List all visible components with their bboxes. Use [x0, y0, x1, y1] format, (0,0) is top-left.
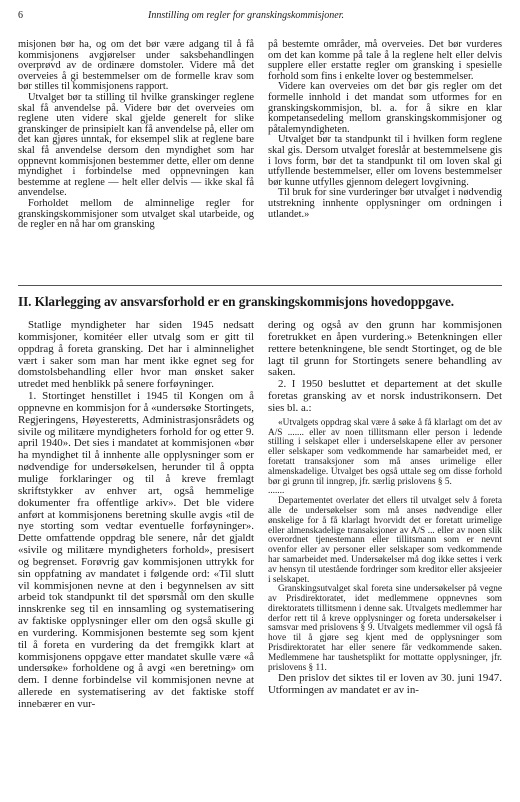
paragraph: Utvalget bør ta stilling til hvilke granskinger reglene skal få anvendelse på. Videre bør det overveies om reglene uten videre skal gjelde generelt for slike granskinger de prinsipielt kan få anvendelse på, eller om det kan gjøres unntak, for eksempel slik at reglene bare skal få anvendelse dersom den myndighet som har oppnevnt kommisjonen bestemmer dette, eller om denne myndighet i forbindelse med oppnevningen kan bestemme at reglene — helt eller delvis — ikke skal få anvendelse.	[18, 91, 254, 199]
top-left-column	[18, 40, 254, 231]
section-divider	[18, 285, 502, 286]
paragraph: på bestemte områder, må overveies. Det bør vurderes om det kan komme på tale å la reglene helt eller delvis supplere eller erstatte regler om gransking i spesielle forhold som fins i enkelte lover og bestemmelser.	[268, 39, 502, 82]
paragraph: Forholdet mellom de alminnelige regler for granskingskommisjoner som utvalget skal utarbeide, og de regler en nå har om gransking	[18, 197, 254, 231]
running-title: Innstilling om regler for granskingskommisjoner.	[148, 10, 345, 21]
paragraph: 2. I 1950 besluttet et departement at det skulle foretas gransking av et norsk industrikonsern. Det sies bl. a.:	[268, 378, 502, 414]
paragraph: Den prislov det siktes til er loven av 30. juni 1947. Utformingen av mandatet er av in-	[268, 672, 502, 697]
paragraph: Til bruk for sine vurderinger bør utvalget i nødvendig utstrekning innhente opplysninger om ordningen i utlandet.»	[268, 187, 502, 220]
page-header	[18, 10, 502, 24]
paragraph: 1. Stortinget henstillet i 1945 til Kongen om å oppnevne en kommisjon for å «undersøke Stortingets, Regjeringens, Høyesteretts, Administrasjonsrådets og sivile og militære myndigheters forhold for og etter 9. april 1940». Det sies i mandatet at kommisjonen «bør ha myndighet til å innhente alle opplysninger som er nødvendige for undersøkelsen, herunder til å opptа mulige forklaringer og til å kreve fremlagt skriftstykker av enhver art, også hemmelige dokumenter fra offentlige arkiv». Det ble videre anført at kommisjonens beretning skulle avgis «til de nye storting som vedtar eventuelle forføyninger». Dette omfattende oppdrag ble senere, når det gjaldt «sivile og militære myndigheters forhold», presisert og begrenset. Forøvrig gav kommisjonen uttrykk for sin oppfatning av mandatet i følgende ord: «Til slutt vil kommisjonen nevne at den i begynnelsen av sitt arbeid tok standpunkt til det spørsmål om den skulle innskrenke seg til en innsamling og systematisering av faktiske opplysninger eller om den også skulle gi en vurdering. Kommisjonen bestemte seg som kjent til å foreta en vurdering da det fremgikk klart at kommisjonens oppgave etter mandatet skulle være «å undersøke» forholdene og å avgi «en beretning» om dem. I denne forbindelse vil kommisjonen nevne at allerede en systematisering av det faktiske stoff innebærer en vur-	[18, 390, 254, 710]
paragraph: misjonen bør ha, og om det bør være adgang til å få kommisjonens avgjørelser under saksbehandlingen overprøvd av de ordinære domstoler. Videre må det overveies å gi bestemmelser om de formelle krav som bør stilles til kommisjonens rapport.	[18, 39, 254, 93]
bottom-right-column	[268, 320, 502, 697]
paragraph: Utvalget bør ta standpunkt til i hvilken form reglene skal gis. Dersom utvalget foreslår at bestemmelsene gis i lovs form, bør det ta standpunkt til om loven skal gi utfyllende bestemmelser, eller om lovens bestemmelser bør kunne utfylles gjennom delegert lovgivning.	[268, 134, 502, 188]
paragraph: Statlige myndigheter har siden 1945 nedsatt kommisjoner, komitéer eller utvalg som er gitt til oppdrag å foreta gransking. Det har i alminnelighet vært i saker som man har ment ikke egnet seg for domstolsbehandling eller hvor man ønsket saker utredet med henblikk på senere forføyninger.	[18, 319, 254, 391]
quoted-mandate: «Utvalgets oppdrag skal være å søke å få klarlagt om det av A/S ....... eller av noen tillitsmann eller person i ledende stilling i selskapet eller i underselskapene eller av personer eller selskaper som vedkommende har samarbeidet med, er foretatt transaksjoner som må anses urimelige eller almenskadelige. Utvalget bes også uttale seg om disse forhold bør gi grunn til inngrep, jfr. særlig prislovens § 5.	[268, 417, 502, 487]
ellipsis-separator: .......	[268, 486, 285, 497]
paragraph: dering og også av den grunn har kommisjonen foretrukket en åpen vurdering.» Betenkningen eller rettere betenkningene, ble sendt Stortinget, og de ble lagt til grunn for Stortingets senere behandling av saken.	[268, 319, 502, 379]
paragraph: Videre kan overveies om det bør gis regler om det formelle innhold i det mandat som utformes for en granskingskommisjon, bl. a. for å sikre en klar kompetansedeling mellom granskingskommisjoner og påtalemyndigheten.	[268, 81, 502, 135]
section-heading: II. Klarlegging av ansvarsforhold er en granskingskommisjons hovedoppgave.	[18, 294, 455, 309]
page-number: 6	[18, 10, 23, 21]
bottom-left-column	[18, 320, 254, 711]
top-right-column	[268, 40, 502, 220]
quoted-mandate: Departementet overlater det ellers til utvalget selv å foreta alle de undersøkelser som må anses nødvendige eller ønskelige for å få klarlagt hvorvidt det er foretatt urimelige eller almenskadelige transaksjoner av A/S ... eller av noen slik overordnet tjenestemann eller tillitsmann som er nevnt ovenfor eller av personer eller selskaper som vedkommende har samarbeidet med. Undersøkelser må dog ikke settes i verk av hensyn til utestående fordringer som kreditor eller aksjeeier i selskapet.	[268, 496, 502, 585]
quoted-mandate: Granskingsutvalget skal foreta sine undersøkelser på vegne av Prisdirektoratet, idet medlemmene oppnevnes som direktoratets tillitsmenn i denne sak. Utvalgets medlemmer har derfor rett til å kreve opplysninger og foreta undersøkelser i samsvar med prislovens § 9. Utvalgets medlemmer vil også få hove til å gjøre seg kjent med de opplysninger som Prisdirektoratet har eller senere får vedkommende saken. Medlemmene har taushetsplikt for mottatte opplysninger, jfr. prislovens § 11.	[268, 584, 502, 673]
